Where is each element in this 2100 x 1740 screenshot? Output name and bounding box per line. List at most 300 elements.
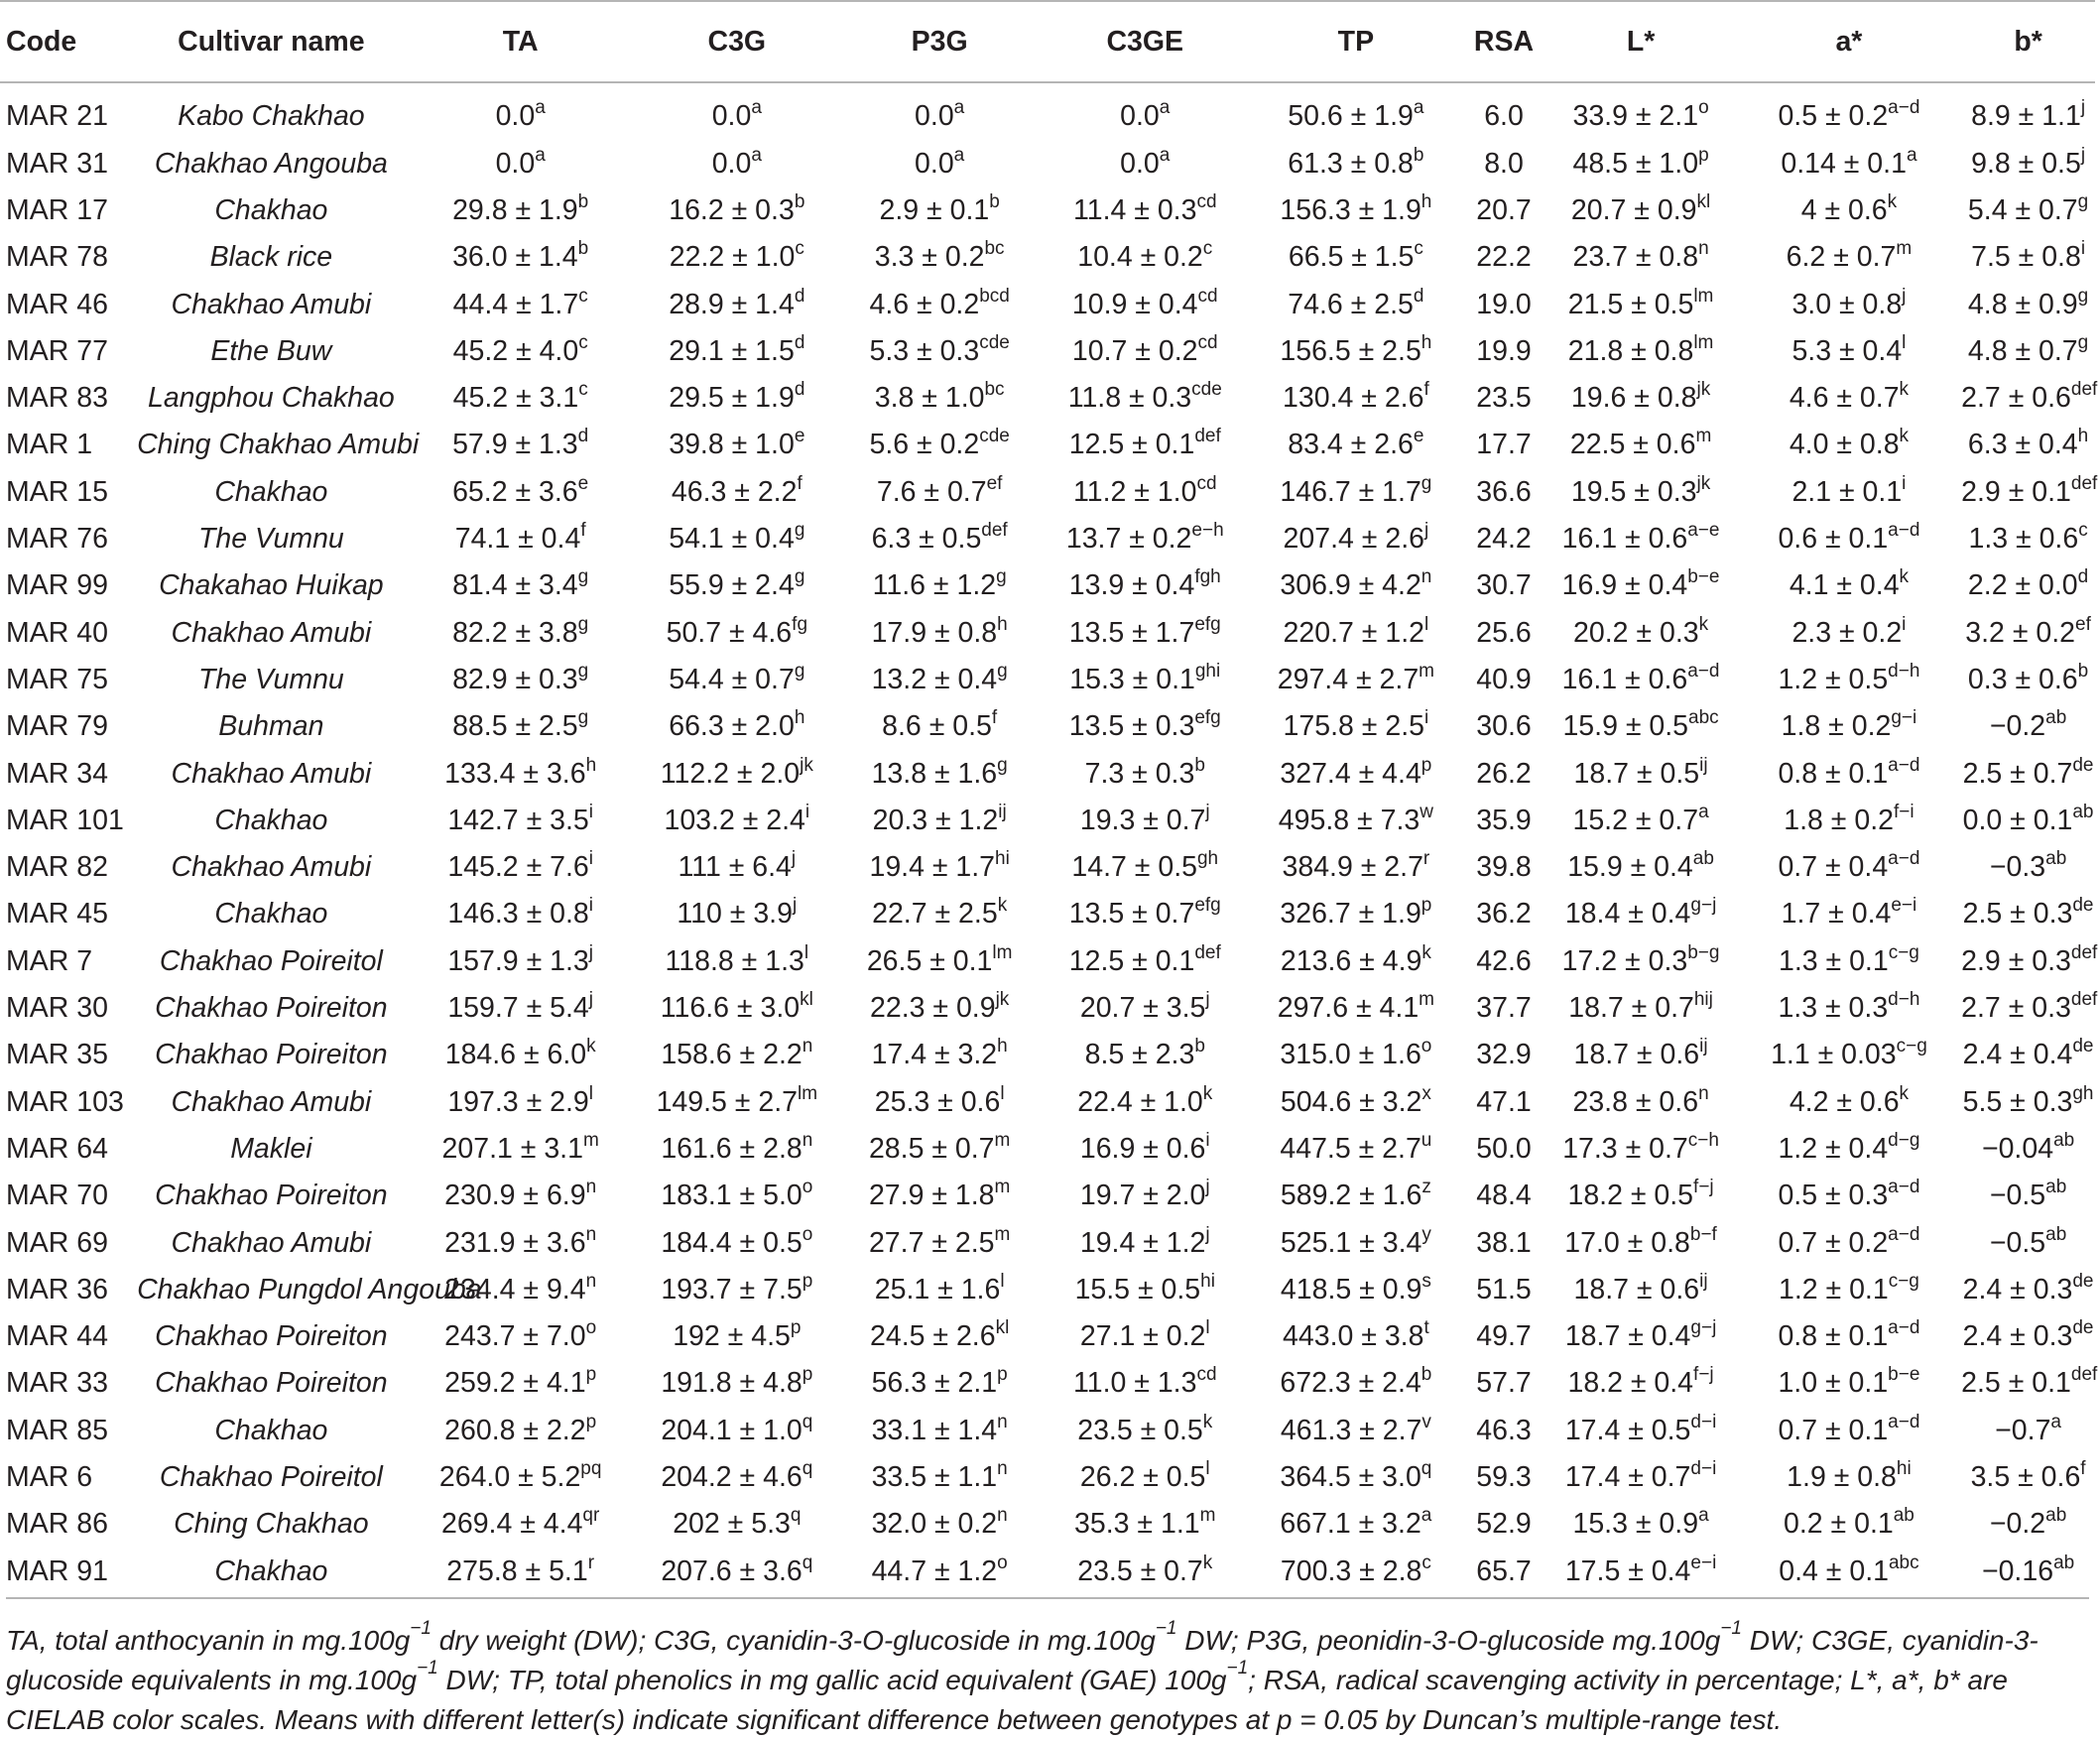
significance-letter: cd [1197, 331, 1218, 353]
significance-letter: c [1421, 1552, 1431, 1573]
cell-value: 66.5 ± 1.5 [1288, 241, 1415, 274]
significance-letter: i [588, 801, 593, 822]
cell-value: Chakhao Angouba [154, 147, 388, 180]
significance-letter: o [802, 1223, 813, 1245]
cell-value: Chakhao Poireiton [155, 1320, 388, 1353]
significance-letter: ab [2053, 1552, 2075, 1573]
value-cell [1463, 327, 1545, 374]
significance-letter: t [1423, 1317, 1429, 1339]
table-row [0, 1454, 2095, 1501]
cell-value: −0.7 [1995, 1414, 2051, 1446]
cell-value: −0.5 [1989, 1226, 2046, 1259]
value-cell [1737, 891, 1961, 937]
value-cell [1737, 1313, 1961, 1360]
cell-value: 39.8 ± 1.0 [669, 429, 795, 461]
value-cell [1737, 187, 1961, 234]
significance-letter: g [997, 754, 1008, 776]
value-cell [636, 891, 838, 937]
significance-letter: u [1421, 1129, 1432, 1151]
value-cell [1961, 1266, 2095, 1312]
cell-value: 11.2 ± 1.0 [1072, 475, 1197, 508]
cell-value: 25.3 ± 0.6 [874, 1085, 1001, 1118]
table-row [0, 1407, 2095, 1453]
cell-value: 36.2 [1476, 898, 1532, 931]
code-cell [0, 1548, 137, 1594]
cell-value: 0.0 [711, 100, 752, 133]
cell-value: 4.8 ± 0.7 [1967, 334, 2078, 367]
value-cell [636, 1266, 838, 1312]
cell-value: 6.0 [1484, 100, 1524, 133]
cell-value: 4 ± 0.6 [1800, 193, 1888, 226]
significance-letter: n [585, 1223, 597, 1245]
value-cell [1249, 703, 1462, 750]
value-cell [838, 844, 1041, 891]
cell-value: 44.4 ± 1.7 [452, 288, 579, 320]
cell-value: 504.6 ± 3.2 [1280, 1085, 1422, 1118]
cell-value: 22.2 ± 1.0 [669, 241, 796, 274]
significance-letter: y [1421, 1223, 1431, 1245]
value-cell [1041, 1219, 1249, 1266]
cell-value: MAR 21 [6, 100, 108, 133]
value-cell [1961, 375, 2098, 422]
cell-value: 17.4 ± 3.2 [871, 1039, 998, 1071]
cell-value: 29.5 ± 1.9 [669, 382, 795, 415]
value-cell [1961, 985, 2098, 1032]
cell-value: Chakhao Poireiton [155, 1367, 388, 1400]
code-cell [0, 562, 137, 609]
table-row [0, 516, 2095, 562]
table-row [0, 375, 2095, 422]
cell-value: Black rice [209, 241, 333, 274]
cell-value: 21.5 ± 0.5 [1567, 288, 1694, 320]
significance-letter: ab [2053, 1129, 2075, 1151]
cell-value: MAR 83 [6, 382, 108, 415]
significance-letter: a−d [1888, 97, 1920, 119]
cell-value: 22.7 ± 2.5 [872, 898, 998, 931]
value-cell [838, 1266, 1041, 1312]
significance-letter: j [2080, 144, 2086, 166]
significance-letter: ab [1692, 848, 1714, 870]
significance-letter: fgh [1194, 566, 1221, 588]
cell-value: MAR 6 [6, 1461, 93, 1493]
code-cell [0, 1032, 137, 1078]
value-cell [636, 797, 838, 843]
cell-value: 0.8 ± 0.1 [1778, 757, 1889, 790]
cell-value: MAR 30 [6, 992, 108, 1025]
cell-value: Ethe Buw [210, 334, 332, 367]
cell-value: 0.0 [495, 147, 536, 180]
value-cell [636, 657, 838, 703]
cell-value: 2.9 ± 0.1 [879, 193, 990, 226]
cell-value: Chakhao [214, 475, 328, 508]
cell-value: 66.3 ± 2.0 [669, 710, 795, 743]
significance-letter: j [792, 895, 798, 917]
cell-value: 19.7 ± 2.0 [1079, 1180, 1206, 1212]
significance-letter: f−i [1893, 801, 1915, 822]
cell-value: 26.2 [1476, 757, 1532, 790]
value-cell [406, 750, 636, 797]
value-cell [1249, 234, 1462, 281]
significance-letter: l [803, 941, 809, 963]
cell-value: 13.9 ± 0.4 [1068, 569, 1195, 602]
significance-letter: def [2070, 989, 2098, 1011]
value-cell [406, 1454, 636, 1501]
significance-letter: qr [582, 1505, 600, 1527]
value-cell [838, 187, 1041, 234]
cell-value: 1.8 ± 0.2 [1781, 710, 1892, 743]
cell-value: 230.9 ± 6.9 [444, 1180, 586, 1212]
cell-value: 21.8 ± 0.8 [1567, 334, 1694, 367]
value-cell [1961, 657, 2095, 703]
value-cell [1544, 657, 1736, 703]
value-cell [406, 234, 636, 281]
significance-letter: def [2070, 1364, 2098, 1386]
cell-value: 447.5 ± 2.7 [1280, 1132, 1421, 1165]
significance-letter: k [1887, 190, 1898, 212]
significance-letter: k [1899, 566, 1910, 588]
table-row [0, 703, 2095, 750]
value-cell [1041, 1407, 1249, 1453]
cell-value: 30.7 [1476, 569, 1532, 602]
cell-value: 156.5 ± 2.5 [1280, 334, 1421, 367]
cell-value: 202 ± 5.3 [673, 1508, 791, 1541]
significance-letter: kl [1696, 190, 1711, 212]
value-cell [1463, 1454, 1545, 1501]
significance-letter: a−d [1888, 754, 1920, 776]
value-cell [838, 234, 1041, 281]
table-row [0, 1266, 2095, 1312]
code-cell [0, 1360, 137, 1407]
cell-value: 13.2 ± 0.4 [871, 663, 998, 695]
value-cell [1544, 1032, 1736, 1078]
significance-letter: w [1420, 801, 1433, 822]
value-cell [838, 1219, 1041, 1266]
value-cell [636, 1032, 838, 1078]
significance-letter: bc [984, 238, 1005, 260]
value-cell [406, 985, 636, 1032]
cell-value: 23.5 [1476, 382, 1532, 415]
significance-letter: jk [1696, 379, 1711, 401]
significance-letter: j [791, 848, 797, 870]
cell-value: 3.3 ± 0.2 [874, 241, 985, 274]
value-cell [838, 327, 1041, 374]
significance-letter: b [1194, 1036, 1205, 1057]
significance-letter: abc [1688, 707, 1719, 729]
significance-letter: ef [986, 472, 1003, 494]
cell-value: Chakahao Huikap [159, 569, 384, 602]
cell-value: MAR 82 [6, 851, 108, 884]
significance-letter: o [1698, 97, 1709, 119]
value-cell [1249, 1078, 1462, 1125]
value-cell [1041, 750, 1249, 797]
value-cell [1249, 937, 1462, 984]
value-cell [1737, 82, 1961, 140]
cell-value: 10.9 ± 0.4 [1071, 288, 1198, 320]
value-cell [1544, 327, 1736, 374]
cell-value: 32.9 [1476, 1039, 1532, 1071]
cell-value: 525.1 ± 3.4 [1280, 1226, 1422, 1259]
value-cell [838, 657, 1041, 703]
value-cell [636, 1219, 838, 1266]
cell-value: 4.8 ± 0.9 [1967, 288, 2078, 320]
value-cell [406, 1032, 636, 1078]
value-cell [636, 750, 838, 797]
significance-letter: k [997, 895, 1008, 917]
value-cell [1249, 1313, 1462, 1360]
value-cell [1249, 516, 1462, 562]
cell-value: 384.9 ± 2.7 [1282, 851, 1423, 884]
significance-letter: j [588, 989, 593, 1011]
value-cell [1041, 1501, 1249, 1548]
value-cell [1041, 187, 1249, 234]
value-cell [838, 1454, 1041, 1501]
significance-letter: a [751, 97, 762, 119]
cell-value: 11.8 ± 0.3 [1067, 382, 1192, 415]
cell-value: 0.6 ± 0.1 [1778, 523, 1889, 556]
value-cell [636, 281, 838, 327]
value-cell [1544, 187, 1736, 234]
cell-value: 57.9 ± 1.3 [452, 429, 578, 461]
cell-value: 12.5 ± 0.1 [1068, 944, 1195, 977]
significance-letter: n [802, 1129, 813, 1151]
cell-value: MAR 17 [6, 193, 108, 226]
value-cell [1249, 657, 1462, 703]
value-cell [1041, 422, 1249, 468]
significance-letter: jk [1696, 472, 1711, 494]
value-cell [1737, 468, 1961, 515]
significance-letter: a−d [1888, 1317, 1920, 1339]
value-cell [1463, 750, 1545, 797]
significance-letter: q [802, 1458, 813, 1479]
cell-value: 48.5 ± 1.0 [1572, 147, 1699, 180]
value-cell [1249, 1454, 1462, 1501]
cell-value: 3.8 ± 1.0 [874, 382, 985, 415]
significance-letter: e−i [1891, 895, 1917, 917]
value-cell [1041, 1313, 1249, 1360]
significance-letter: a−e [1687, 520, 1720, 542]
value-cell [1463, 562, 1545, 609]
value-cell [406, 281, 636, 327]
table-row [0, 891, 2095, 937]
value-cell [1737, 1078, 1961, 1125]
value-cell [1463, 1548, 1545, 1594]
value-cell [1961, 140, 2095, 186]
cell-value: 19.0 [1476, 288, 1532, 320]
cell-value: 157.9 ± 1.3 [447, 944, 589, 977]
cell-value: 1.3 ± 0.1 [1778, 944, 1889, 977]
significance-letter: d−h [1888, 660, 1920, 682]
cell-value: 130.4 ± 2.6 [1283, 382, 1424, 415]
cell-value: 65.7 [1476, 1554, 1532, 1587]
cell-value: 15.3 ± 0.1 [1069, 663, 1195, 695]
significance-letter: a−d [1687, 660, 1720, 682]
code-cell [0, 937, 137, 984]
cell-value: Chakhao Pungdol Angouba [137, 1273, 482, 1305]
cell-value: 2.1 ± 0.1 [1791, 475, 1903, 508]
cell-value: −0.3 [1989, 851, 2046, 884]
value-cell [1544, 234, 1736, 281]
significance-letter: a [535, 97, 546, 119]
value-cell [1544, 1407, 1736, 1453]
value-cell [838, 562, 1041, 609]
cell-value: 5.5 ± 0.3 [1962, 1085, 2073, 1118]
value-cell [1249, 1126, 1462, 1173]
code-cell [0, 1078, 137, 1125]
significance-letter: ab [2045, 1177, 2067, 1198]
cell-value: MAR 103 [6, 1085, 124, 1118]
value-cell [1544, 562, 1736, 609]
value-cell [1041, 985, 1249, 1032]
cell-value: 4.6 ± 0.2 [869, 288, 980, 320]
cell-value: 19.9 [1476, 334, 1532, 367]
value-cell [1737, 1407, 1961, 1453]
value-cell [1737, 1548, 1961, 1594]
significance-letter: c [2078, 520, 2088, 542]
significance-letter: b [1413, 144, 1424, 166]
cell-value: 8.5 ± 2.3 [1084, 1039, 1195, 1071]
code-cell [0, 1126, 137, 1173]
table-row [0, 797, 2095, 843]
significance-letter: pq [580, 1458, 602, 1479]
cell-value: 111 ± 6.4 [678, 851, 792, 884]
value-cell [636, 516, 838, 562]
cultivar-cell [137, 468, 406, 515]
cell-value: 18.2 ± 0.4 [1567, 1367, 1694, 1400]
value-cell [406, 844, 636, 891]
value-cell [1249, 140, 1462, 186]
value-cell [1961, 1173, 2095, 1219]
value-cell [838, 375, 1041, 422]
cell-value: MAR 40 [6, 616, 108, 649]
value-cell [838, 703, 1041, 750]
cell-value: 6.2 ± 0.7 [1786, 241, 1897, 274]
significance-letter: a [1421, 1505, 1432, 1527]
value-cell [1041, 1032, 1249, 1078]
cell-value: 18.7 ± 0.5 [1573, 757, 1700, 790]
value-cell [1249, 1548, 1462, 1594]
cell-value: 197.3 ± 2.9 [447, 1085, 589, 1118]
significance-letter: bc [984, 379, 1005, 401]
cell-value: −0.16 [1981, 1554, 2054, 1587]
cell-value: 16.1 ± 0.6 [1561, 523, 1688, 556]
cell-value: 37.7 [1476, 992, 1532, 1025]
cell-value: 13.7 ± 0.2 [1065, 523, 1192, 556]
cell-value: 0.5 ± 0.3 [1778, 1180, 1889, 1212]
cell-value: 11.0 ± 1.3 [1072, 1367, 1197, 1400]
cell-value: 46.3 [1476, 1414, 1532, 1446]
table-row [0, 1173, 2095, 1219]
cell-value: 14.7 ± 0.5 [1071, 851, 1197, 884]
value-cell [1463, 1266, 1545, 1312]
cell-value: 32.0 ± 0.2 [871, 1508, 998, 1541]
significance-letter: j [2080, 97, 2086, 119]
cell-value: 0.0 ± 0.1 [1962, 804, 2073, 836]
significance-letter: p [1421, 754, 1432, 776]
significance-letter: ij [1699, 1036, 1708, 1057]
value-cell [1737, 327, 1961, 374]
significance-letter: k [1202, 1082, 1213, 1104]
cultivar-cell [137, 1454, 406, 1501]
significance-letter: d [1413, 285, 1424, 307]
cell-value: 23.5 ± 0.7 [1077, 1554, 1203, 1587]
value-cell [1463, 1407, 1545, 1453]
cell-value: 18.7 ± 0.4 [1564, 1320, 1691, 1353]
value-cell [1041, 234, 1249, 281]
footnote-superscript: −1 [410, 1618, 432, 1639]
significance-letter: l [1205, 1317, 1210, 1339]
value-cell [1249, 1407, 1462, 1453]
value-cell [1041, 82, 1249, 140]
significance-letter: g−j [1690, 1317, 1717, 1339]
cell-value: 36.0 ± 1.4 [452, 241, 578, 274]
value-cell [1961, 1313, 2095, 1360]
significance-letter: i [804, 801, 810, 822]
value-cell [1463, 657, 1545, 703]
cultivar-cell [137, 1032, 406, 1078]
cultivar-cell [137, 1219, 406, 1266]
significance-letter: f−j [1693, 1177, 1714, 1198]
cell-value: 0.5 ± 0.2 [1778, 100, 1889, 133]
value-cell [406, 1313, 636, 1360]
value-cell [1463, 234, 1545, 281]
significance-letter: hi [1896, 1458, 1912, 1479]
cell-value: 364.5 ± 3.0 [1280, 1461, 1421, 1493]
value-cell [406, 1548, 636, 1594]
cell-value: 1.2 ± 0.5 [1778, 663, 1889, 695]
cell-value: 0.14 ± 0.1 [1781, 147, 1907, 180]
significance-letter: m [994, 1223, 1011, 1245]
code-cell [0, 844, 137, 891]
cell-value: 315.0 ± 1.6 [1280, 1039, 1421, 1071]
significance-letter: d−g [1888, 1129, 1920, 1151]
cultivar-cell [137, 797, 406, 843]
cell-value: 13.8 ± 1.6 [871, 757, 998, 790]
cell-value: 110 ± 3.9 [677, 898, 793, 931]
significance-letter: def [1194, 426, 1221, 447]
cell-value: 36.6 [1476, 475, 1532, 508]
significance-letter: ij [1699, 1270, 1708, 1292]
cell-value: MAR 31 [6, 147, 108, 180]
cell-value: 19.4 ± 1.7 [869, 851, 996, 884]
value-cell [1249, 844, 1462, 891]
cell-value: Chakhao Poireitol [159, 1461, 383, 1493]
value-cell [1544, 375, 1736, 422]
value-cell [1249, 281, 1462, 327]
significance-letter: m [1695, 426, 1712, 447]
significance-letter: a [1413, 97, 1424, 119]
cell-value: 23.8 ± 0.6 [1572, 1085, 1699, 1118]
cultivar-cell [137, 1548, 406, 1594]
significance-letter: efg [1194, 895, 1221, 917]
cell-value: 8.0 [1484, 147, 1524, 180]
value-cell [1544, 609, 1736, 656]
significance-letter: a [2050, 1411, 2061, 1432]
cell-value: 57.7 [1476, 1367, 1532, 1400]
significance-letter: o [585, 1317, 597, 1339]
value-cell [1737, 234, 1961, 281]
cell-value: Chakhao Amubi [171, 616, 372, 649]
significance-letter: p [997, 1364, 1008, 1386]
code-cell [0, 891, 137, 937]
value-cell [406, 1126, 636, 1173]
column-header: L* [1544, 1, 1736, 82]
cell-value: MAR 99 [6, 569, 108, 602]
cell-value: 88.5 ± 2.5 [452, 710, 578, 743]
significance-letter: e−i [1690, 1552, 1717, 1573]
cell-value: 306.9 ± 4.2 [1280, 569, 1421, 602]
significance-letter: m [1896, 238, 1913, 260]
significance-letter: c [578, 379, 588, 401]
